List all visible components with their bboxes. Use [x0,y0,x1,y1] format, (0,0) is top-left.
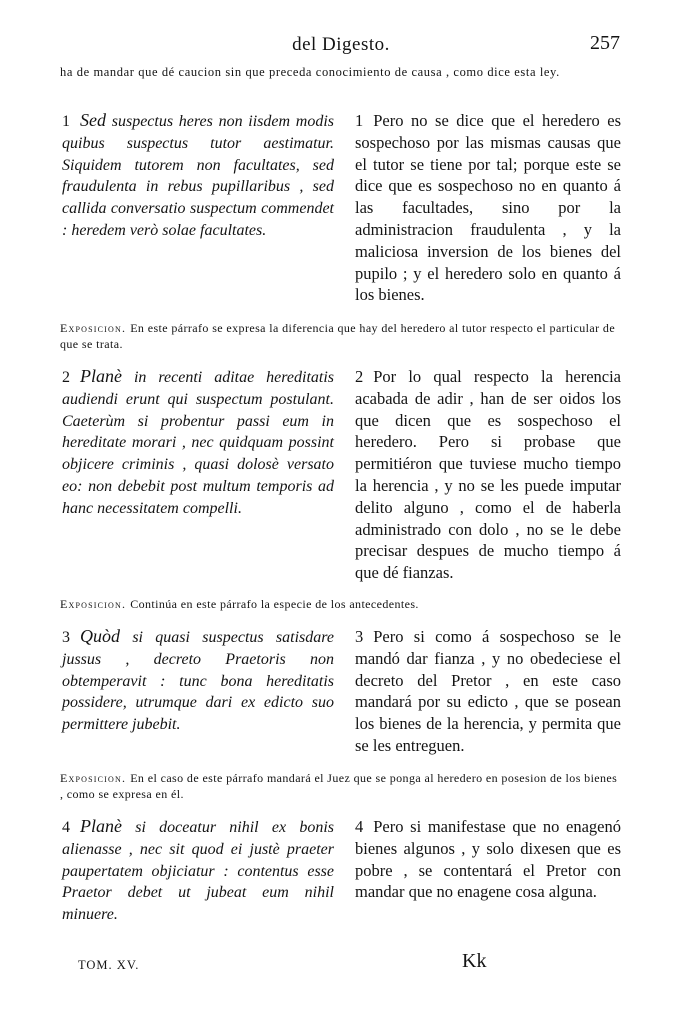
latin-paragraph-2 [62,366,334,520]
signature-mark: Kk [462,950,487,972]
latin-lead-word: Planè [80,366,122,386]
exposicion-1 [60,320,622,352]
spanish-paragraph-2 [355,366,621,584]
latin-number: 3 [62,629,70,646]
spanish-number: 4 [355,817,364,836]
latin-lead-word: Planè [80,816,122,836]
latin-number: 4 [62,819,70,836]
exposicion-label: Exposicion. [60,321,127,335]
spanish-text: Pero si manifestase que no enagenó bienes algunos , y solo dixesen que es pobre , se contentará el Pretor con mandar que no enagene cosa alguna. [355,817,621,902]
latin-paragraph-3 [62,626,334,736]
exposicion-text: Continúa en este párrafo la especie de los antecedentes. [130,597,419,611]
spanish-paragraph-3 [355,626,621,757]
exposicion-label: Exposicion. [60,771,127,785]
exposicion-label: Exposicion. [60,597,127,611]
spanish-paragraph-1 [355,110,621,306]
spanish-number: 3 [355,627,364,646]
running-title: del Digesto. [292,34,390,55]
exposicion-3 [60,770,622,802]
latin-number: 2 [62,369,70,386]
exposicion-text: En este párrafo se expresa la diferencia que hay del heredero al tutor respecto el particular de que se trata. [60,321,616,351]
spanish-text: Pero si como á sospechoso se le mandó dar fianza , y no obedeciese el decreto del Pretor , en este caso mandará por su edicto , que se posean los bienes de la herencia, y permita que se les entreguen. [355,627,621,755]
page-number: 257 [590,32,620,54]
volume-signature: TOM. XV. [78,958,140,972]
latin-lead-word: Sed [80,110,106,130]
exposicion-text: En el caso de este párrafo mandará el Juez que se ponga al heredero en posesion de los bienes , como se expresa en él. [60,771,618,801]
latin-number: 1 [62,113,70,130]
latin-text: suspectus heres non iisdem modis quibus suspectus tutor aestimatur. Siquidem tutorem non facultates, sed fraudulenta in rebus pupillaribus , sed callida conversatio suspectum commendet : heredem verò solae facultates. [62,113,335,239]
latin-paragraph-1 [62,110,334,242]
latin-text: si doceatur nihil ex bonis alienasse , nec sit quod ei justè praeter paupertatem objiciatur : contentus esse Praetor debet ut jubeat eum nihil minuere. [62,819,334,924]
spanish-number: 1 [355,111,364,130]
latin-paragraph-4 [62,816,334,926]
latin-lead-word: Quòd [80,626,120,646]
exposicion-2 [60,596,622,612]
spanish-paragraph-4 [355,816,621,903]
spanish-text: Por lo qual respecto la herencia acabada de adir , han de ser oidos los que dicen que es sospechoso el heredero. Pero si probase que permitiéron que tuviese mucho tiempo la herencia , y no se les puede imputar delito alguno , como el de haberla administrado con dolo , no se le debe precisar despues de mucho tiempo á que dé fianzas. [355,367,621,583]
latin-text: si quasi suspectus satisdare jussus , decreto Praetoris non obtemperavit : tunc bona hereditatis possidere, utrumque dari ex edicto suo permittere jubebit. [62,629,334,734]
latin-text: in recenti aditae hereditatis audiendi erunt qui suspectum postulant. Caeterùm si probentur passi eum in hereditate morari , nec quidquam possint objicere criminis , quasi dolosè versato eo: non debebit post multum temporis ad hanc necessitatem compelli. [62,369,335,517]
intro-note: ha de mandar que dé caucion sin que preceda conocimiento de causa , como dice esta ley. [60,65,560,79]
spanish-number: 2 [355,367,364,386]
spanish-text: Pero no se dice que el heredero es sospechoso por las mismas causas que el tutor se tiene por tal; porque este se dice que es sospechoso no en quanto á las facultades, sino por la administracion fraudulenta , y la maliciosa inversion de los bienes del pupilo ; y el heredero solo en quanto á los bienes. [355,111,621,305]
